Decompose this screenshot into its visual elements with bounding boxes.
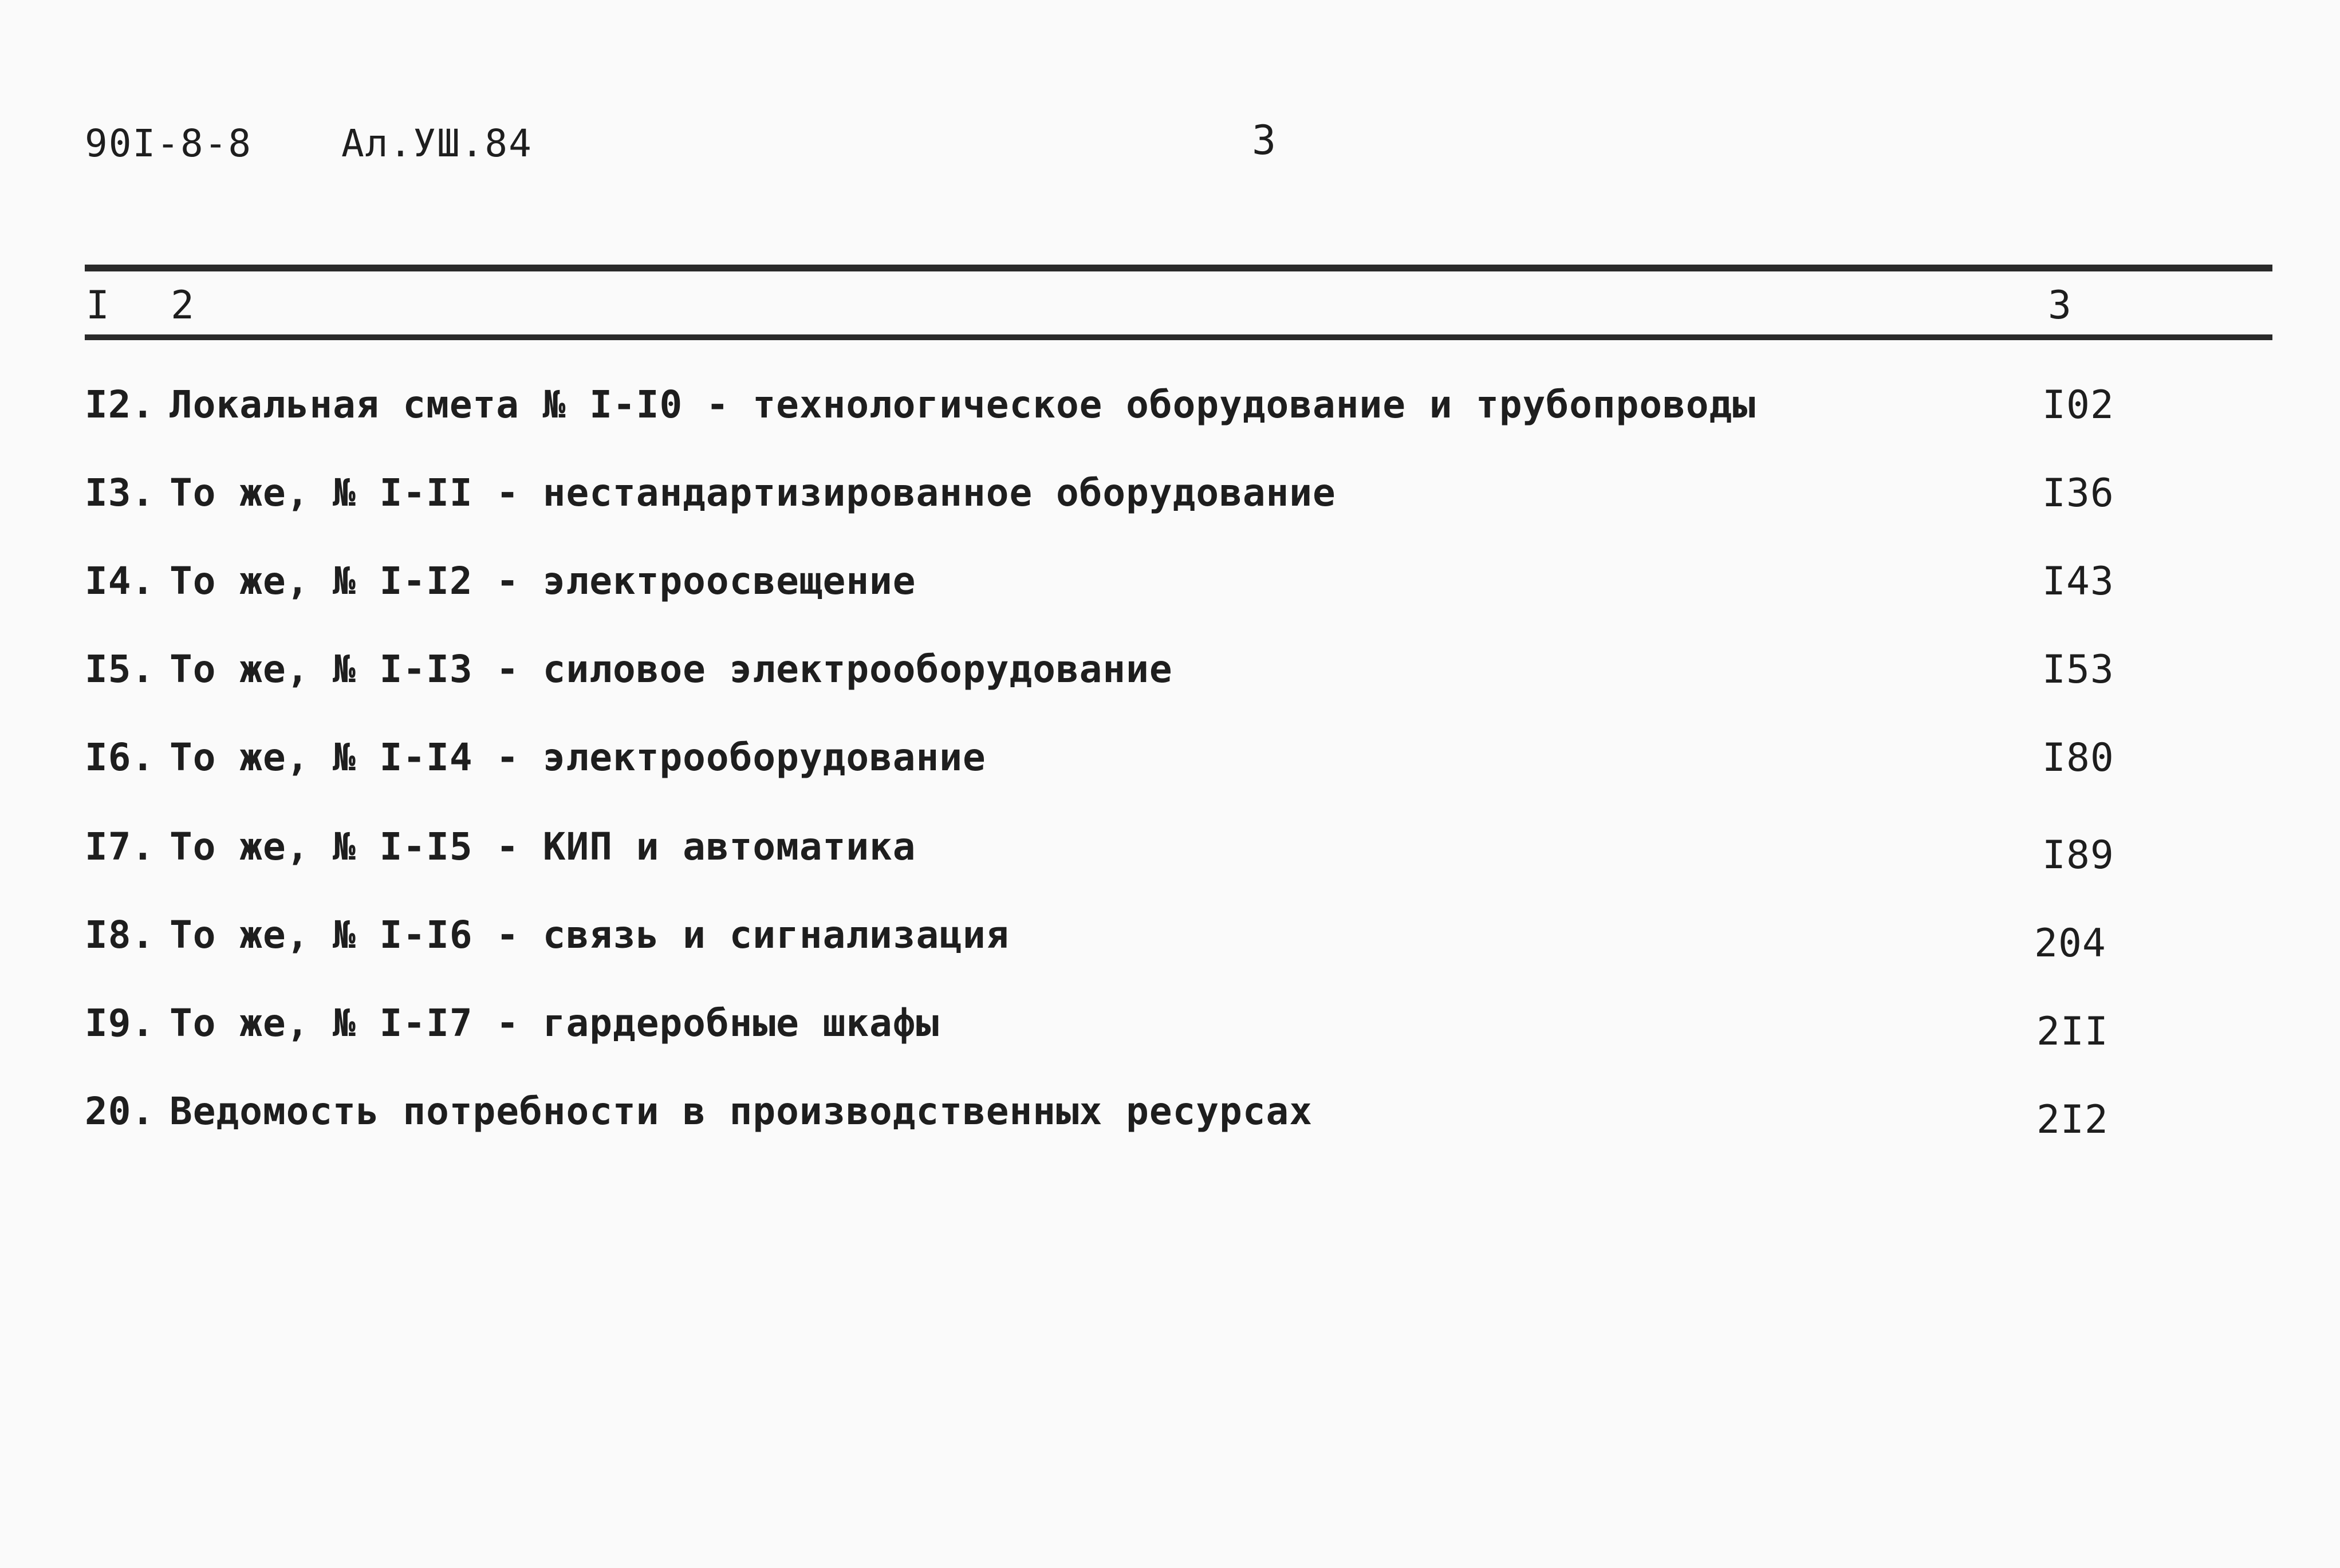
album-number: Ал.УШ.84 xyxy=(341,121,533,166)
toc-entry xyxy=(85,1001,2158,1058)
entry-page: 204 xyxy=(2034,921,2106,966)
entry-page: I53 xyxy=(2042,647,2114,692)
toc-entry xyxy=(85,1089,2158,1147)
entry-title: То же, № I-I2 - электроосвещение xyxy=(170,559,916,603)
entry-title: То же, № I-I7 - гардеробные шкафы xyxy=(170,1001,940,1045)
entry-page: I02 xyxy=(2042,383,2114,428)
toc-entry xyxy=(85,383,2158,440)
entry-number: I5. xyxy=(85,647,155,691)
entry-title: Локальная смета № I-I0 - технологическое оборудование и трубопроводы xyxy=(170,383,1756,427)
entry-number: I4. xyxy=(85,559,155,603)
entry-page: I89 xyxy=(2042,833,2114,878)
entry-number: I2. xyxy=(85,383,155,427)
entry-number: I6. xyxy=(85,735,155,779)
column-header-2: 2 xyxy=(171,283,194,328)
entry-title: То же, № I-II - нестандартизированное оборудование xyxy=(170,471,1336,515)
entry-number: 20. xyxy=(85,1089,155,1133)
page-number: 3 xyxy=(1252,117,1277,164)
entry-title: Ведомость потребности в производственных ресурсах xyxy=(170,1089,1313,1133)
entry-number: I3. xyxy=(85,471,155,515)
toc-entry xyxy=(85,735,2158,793)
entry-title: То же, № I-I3 - силовое электрооборудование xyxy=(170,647,1173,691)
entry-title: То же, № I-I6 - связь и сигнализация xyxy=(170,913,1010,957)
toc-entry xyxy=(85,825,2158,882)
entry-title: То же, № I-I4 - электрооборудование xyxy=(170,735,986,779)
entry-page: 2I2 xyxy=(2036,1097,2109,1142)
document-code: 90I-8-8 xyxy=(85,121,253,166)
entry-page: I80 xyxy=(2042,735,2114,781)
entry-number: I7. xyxy=(85,825,155,869)
entry-number: I8. xyxy=(85,913,155,957)
toc-entry xyxy=(85,647,2158,704)
entry-page: I36 xyxy=(2042,471,2114,516)
column-header-3: 3 xyxy=(2048,283,2071,328)
table-header-rule xyxy=(85,334,2272,340)
entry-number: I9. xyxy=(85,1001,155,1045)
toc-entry xyxy=(85,913,2158,970)
entry-page: I43 xyxy=(2042,559,2114,604)
entry-page: 2II xyxy=(2036,1009,2109,1054)
toc-entry xyxy=(85,559,2158,616)
table-top-rule xyxy=(85,265,2272,271)
column-header-1: I xyxy=(86,283,109,328)
toc-entry xyxy=(85,471,2158,528)
entry-title: То же, № I-I5 - КИП и автоматика xyxy=(170,825,916,869)
